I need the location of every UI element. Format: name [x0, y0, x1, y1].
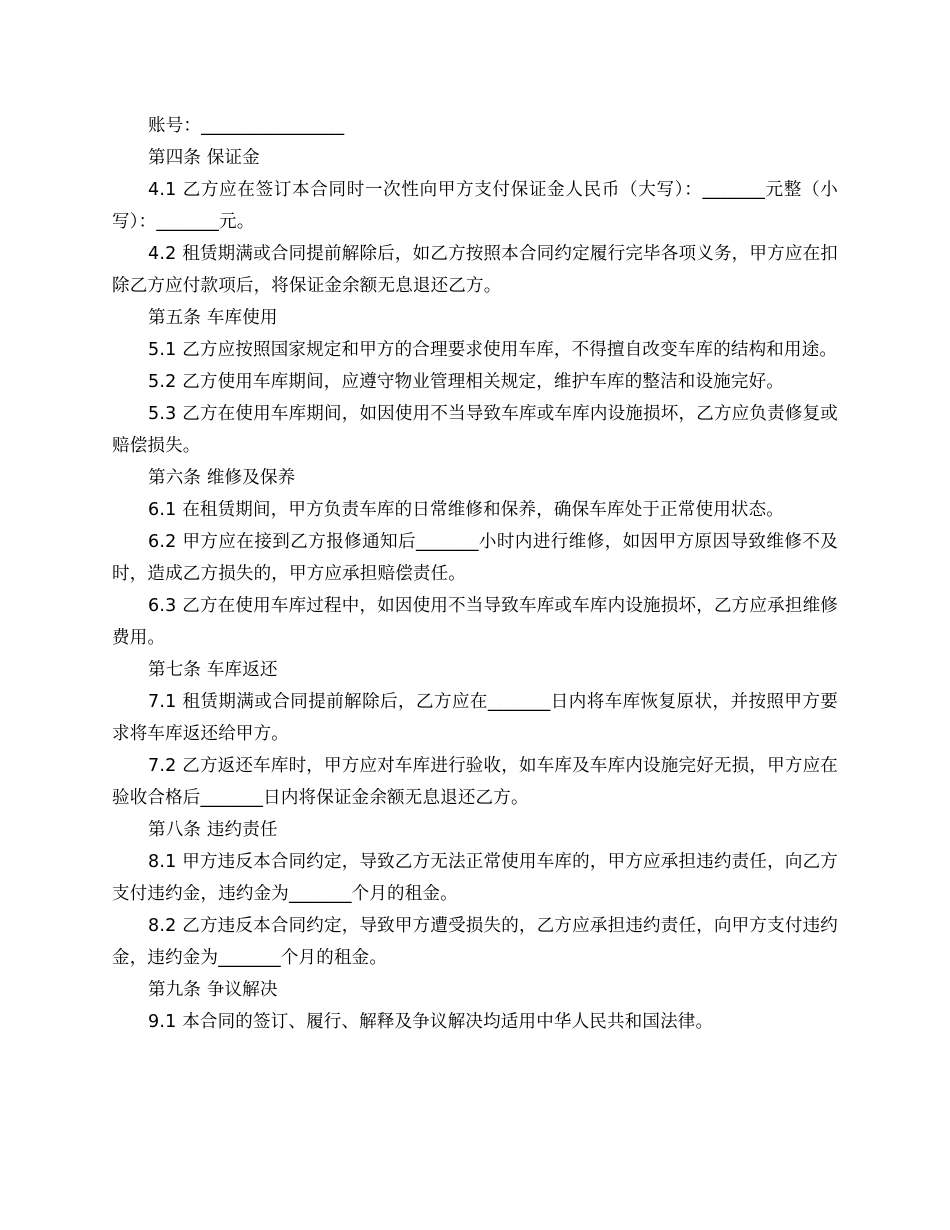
article-9-heading: 第九条 争议解决 — [148, 980, 278, 1000]
account-number-line: 账号：________________ — [148, 116, 345, 136]
clause-6-2: 6.2 甲方应在接到乙方报修通知后_______小时内进行维修，如因甲方原因导致维修不及时，造成乙方损失的，甲方应承担赔偿责任。 — [112, 532, 838, 584]
clause-8-1: 8.1 甲方违反本合同约定，导致乙方无法正常使用车库的，甲方应承担违约责任，向乙方支付违约金，违约金为_______个月的租金。 — [112, 852, 838, 904]
clause-4-1: 4.1 乙方应在签订本合同时一次性向甲方支付保证金人民币（大写）：_______元整（小写）：_______元。 — [112, 180, 838, 232]
clause-5-3: 5.3 乙方在使用车库期间，如因使用不当导致车库或车库内设施损坏，乙方应负责修复或赔偿损失。 — [112, 404, 838, 456]
article-7-heading: 第七条 车库返还 — [148, 660, 278, 680]
clause-8-2: 8.2 乙方违反本合同约定，导致甲方遭受损失的，乙方应承担违约责任，向甲方支付违约金，违约金为_______个月的租金。 — [112, 916, 838, 968]
article-5-heading: 第五条 车库使用 — [148, 308, 278, 328]
clause-6-3: 6.3 乙方在使用车库过程中，如因使用不当导致车库或车库内设施损坏，乙方应承担维修费用。 — [112, 596, 838, 648]
clause-9-1: 9.1 本合同的签订、履行、解释及争议解决均适用中华人民共和国法律。 — [148, 1012, 714, 1032]
clause-4-2: 4.2 租赁期满或合同提前解除后，如乙方按照本合同约定履行完毕各项义务，甲方应在扣除乙方应付款项后，将保证金余额无息退还乙方。 — [112, 244, 838, 296]
clause-7-2: 7.2 乙方返还车库时，甲方应对车库进行验收，如车库及车库内设施完好无损，甲方应在验收合格后_______日内将保证金余额无息退还乙方。 — [112, 756, 838, 808]
clause-5-2: 5.2 乙方使用车库期间，应遵守物业管理相关规定，维护车库的整洁和设施完好。 — [148, 372, 784, 392]
article-4-heading: 第四条 保证金 — [148, 148, 260, 168]
clause-5-1: 5.1 乙方应按照国家规定和甲方的合理要求使用车库，不得擅自改变车库的结构和用途。 — [148, 340, 838, 360]
contract-body — [112, 110, 838, 1038]
article-8-heading: 第八条 违约责任 — [148, 820, 278, 840]
clause-6-1: 6.1 在租赁期间，甲方负责车库的日常维修和保养，确保车库处于正常使用状态。 — [148, 500, 784, 520]
clause-7-1: 7.1 租赁期满或合同提前解除后，乙方应在_______日内将车库恢复原状，并按照甲方要求将车库返还给甲方。 — [112, 692, 838, 744]
article-6-heading: 第六条 维修及保养 — [148, 468, 296, 488]
